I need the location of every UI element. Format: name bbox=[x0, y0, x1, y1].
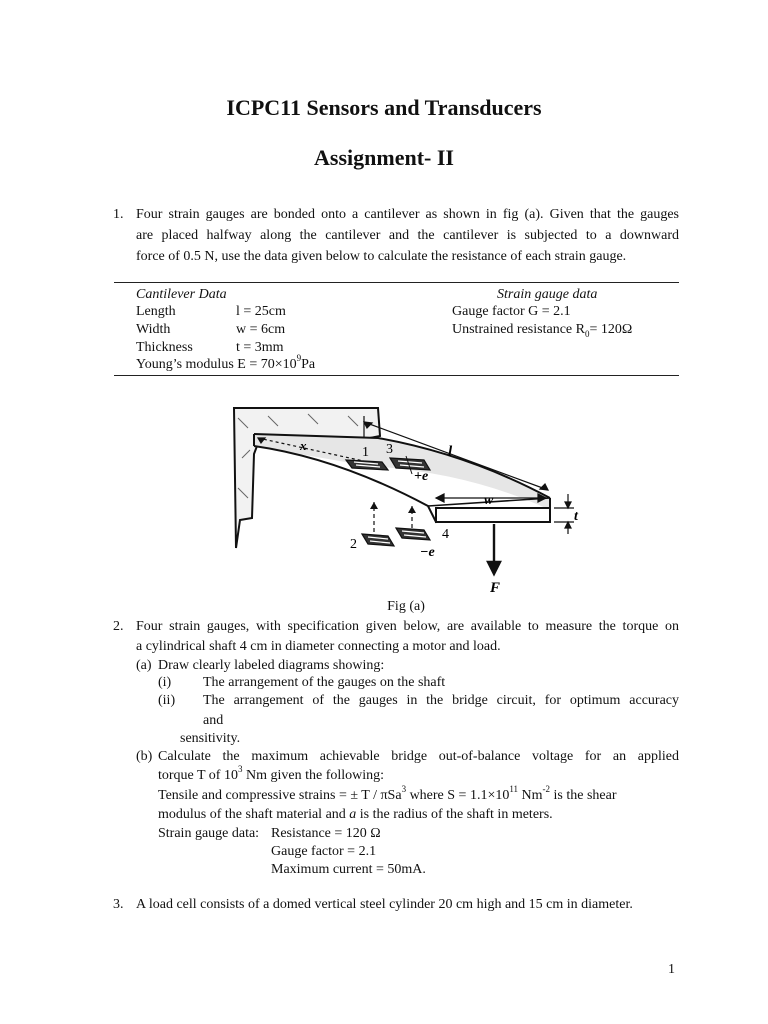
label-minus-e: −e bbox=[420, 545, 435, 560]
gauge-1 bbox=[346, 460, 388, 470]
q2-b-label: (b) bbox=[136, 749, 153, 764]
assignment-title: Assignment- II bbox=[314, 145, 454, 170]
q2-a-label: (a) bbox=[136, 658, 152, 673]
label-gauge-3: 3 bbox=[386, 442, 393, 457]
q2-i-text: The arrangement of the gauges on the shaft bbox=[203, 675, 446, 690]
thickness-label: Thickness bbox=[136, 340, 193, 355]
label-gauge-1: 1 bbox=[362, 445, 369, 460]
q1-line-2: are placed halfway along the cantilever and the cantilever is subjected to a downward bbox=[136, 228, 679, 243]
page-number: 1 bbox=[668, 962, 675, 977]
cantilever-heading: Cantilever Data bbox=[136, 287, 227, 302]
label-t: t bbox=[574, 509, 578, 524]
sg-gauge-factor: Gauge factor = 2.1 bbox=[271, 844, 377, 859]
table-top-rule bbox=[114, 282, 679, 283]
cantilever-figure bbox=[228, 398, 588, 598]
label-w: w bbox=[484, 493, 494, 508]
q2-ii-label: (ii) bbox=[158, 693, 176, 708]
q2-intro-line-1: Four strain gauges, with specification given below, are available to measure the torque on bbox=[136, 619, 679, 634]
youngs-modulus: Young’s modulus $E = 70\times 10^9Pa$ bbox=[136, 353, 316, 372]
q2-b-line-1: Calculate the maximum achievable bridge out-of-balance voltage for an applied bbox=[158, 749, 679, 764]
thickness-value: t = 3mm bbox=[236, 340, 284, 355]
gauge-2 bbox=[362, 534, 394, 546]
q3-text: A load cell consists of a domed vertical steel cylinder 20 cm high and 15 cm in diameter. bbox=[136, 897, 633, 912]
length-value: l = 25cm bbox=[236, 304, 286, 319]
strain-gauge-data-label: Strain gauge data: bbox=[158, 826, 260, 841]
sg-max-current: Maximum current = 50mA. bbox=[271, 862, 426, 877]
q2-ii-cont: sensitivity. bbox=[180, 731, 241, 746]
gauge-heading: Strain gauge data bbox=[497, 287, 598, 302]
q1-line-1: Four strain gauges are bonded onto a cantilever as shown in fig (a). Given that the gauges bbox=[136, 207, 679, 222]
q1-number: 1. bbox=[113, 207, 124, 222]
q2-i-label: (i) bbox=[158, 675, 172, 690]
q2-ii-and: and bbox=[203, 713, 224, 728]
label-gauge-2: 2 bbox=[350, 537, 357, 552]
gauge-factor-text: Gauge factor G = 2.1 bbox=[452, 304, 571, 319]
dimension-t bbox=[554, 494, 574, 534]
q2-b-line-3: Tensile and compressive strains = ± T / πSa$^3$ where $S = 1.1\times 10^{11}$ $Nm^{-2}$ is the shear bbox=[158, 784, 617, 803]
q2-intro-line-2: a cylindrical shaft 4 cm in diameter connecting a motor and load. bbox=[136, 639, 501, 654]
label-l: l bbox=[448, 444, 453, 460]
width-label: Width bbox=[136, 322, 171, 337]
force-arrow bbox=[488, 524, 500, 574]
course-title: ICPC11 Sensors and Transducers bbox=[226, 95, 542, 120]
q2-b-line-4: modulus of the shaft material and a is the radius of the shaft in meters. bbox=[158, 807, 553, 822]
figure-caption: Fig (a) bbox=[387, 599, 425, 614]
dashed-projection bbox=[374, 502, 412, 532]
q1-line-3: force of 0.5 N, use the data given below to calculate the resistance of each strain gauge. bbox=[136, 249, 627, 264]
label-plus-e: +e bbox=[414, 469, 429, 484]
q2-number: 2. bbox=[113, 619, 124, 634]
gauge-4 bbox=[396, 528, 430, 540]
q3-number: 3. bbox=[113, 897, 124, 912]
projection-arrows bbox=[370, 502, 416, 513]
cantilever-beam bbox=[254, 434, 550, 522]
label-gauge-4: 4 bbox=[442, 527, 449, 542]
label-force: F bbox=[490, 580, 501, 596]
table-bottom-rule bbox=[114, 375, 679, 376]
q2-b-line-2: torque T of $10^3$ Nm given the following: bbox=[158, 764, 385, 783]
unstrained-resistance: Unstrained resistance $R_0= 120\Omega$ bbox=[452, 322, 633, 339]
wall bbox=[234, 408, 380, 548]
width-value: w = 6cm bbox=[236, 322, 286, 337]
q2-a-text: Draw clearly labeled diagrams showing: bbox=[158, 658, 385, 673]
q2-ii-text: The arrangement of the gauges in the bridge circuit, for optimum accuracy bbox=[203, 693, 679, 708]
sg-resistance: Resistance = 120 Ω bbox=[271, 826, 381, 841]
length-label: Length bbox=[136, 304, 176, 319]
label-x: x bbox=[300, 438, 307, 453]
